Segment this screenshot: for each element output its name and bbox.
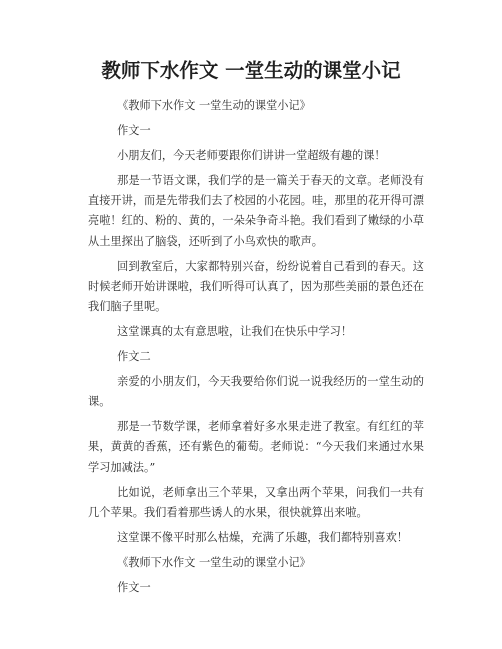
paragraph: 比如说，老师拿出三个苹果，又拿出两个苹果，问我们一共有几个苹果。我们看着那些诱人的水果，很快就算出来啦。 bbox=[88, 485, 424, 519]
paragraph-essay-one-heading: 作文一 bbox=[117, 580, 151, 594]
paragraph: 小朋友们，今天老师要跟你们讲讲一堂超级有趣的课！ bbox=[117, 149, 386, 162]
paragraph: 那是一节语文课，我们学的是一篇关于春天的文章。老师没有直接开讲，而是先带我们去了校园的小花园。哇，那里的花开得可漂亮啦！红的、粉的、黄的，一朵朵争奇斗艳。我们看到了嫩绿的小草从土里探出了脑袋，还听到了小鸟欢快的歌声。 bbox=[88, 174, 424, 248]
document-body bbox=[88, 96, 424, 603]
paragraph: 那是一节数学课，老师拿着好多水果走进了教室。有红红的苹果，黄黄的香蕉，还有紫色的葡萄。老师说：“今天我们来通过水果学习加减法。” bbox=[88, 420, 424, 474]
paragraph-book-title: 《教师下水作文 一堂生动的课堂小记》 bbox=[117, 99, 311, 112]
paragraph: 回到教室后，大家都特别兴奋，纷纷说着自己看到的春天。这时候老师开始讲课啦，我们听得可认真了，因为那些美丽的景色还在我们脑子里呢。 bbox=[88, 259, 424, 314]
document-title: 教师下水作文 一堂生动的课堂小记 bbox=[101, 59, 401, 82]
paragraph: 亲爱的小朋友们，今天我要给你们说一说我经历的一堂生动的课。 bbox=[88, 375, 424, 409]
paragraph-essay-one-heading: 作文一 bbox=[117, 124, 151, 137]
paragraph-book-title: 《教师下水作文 一堂生动的课堂小记》 bbox=[117, 555, 311, 569]
paragraph: 这堂课不像平时那么枯燥，充满了乐趣，我们都特别喜欢！ bbox=[117, 530, 408, 544]
paragraph: 这堂课真的太有意思啦，让我们在快乐中学习！ bbox=[117, 325, 353, 339]
paragraph-essay-two-heading: 作文二 bbox=[117, 350, 151, 364]
